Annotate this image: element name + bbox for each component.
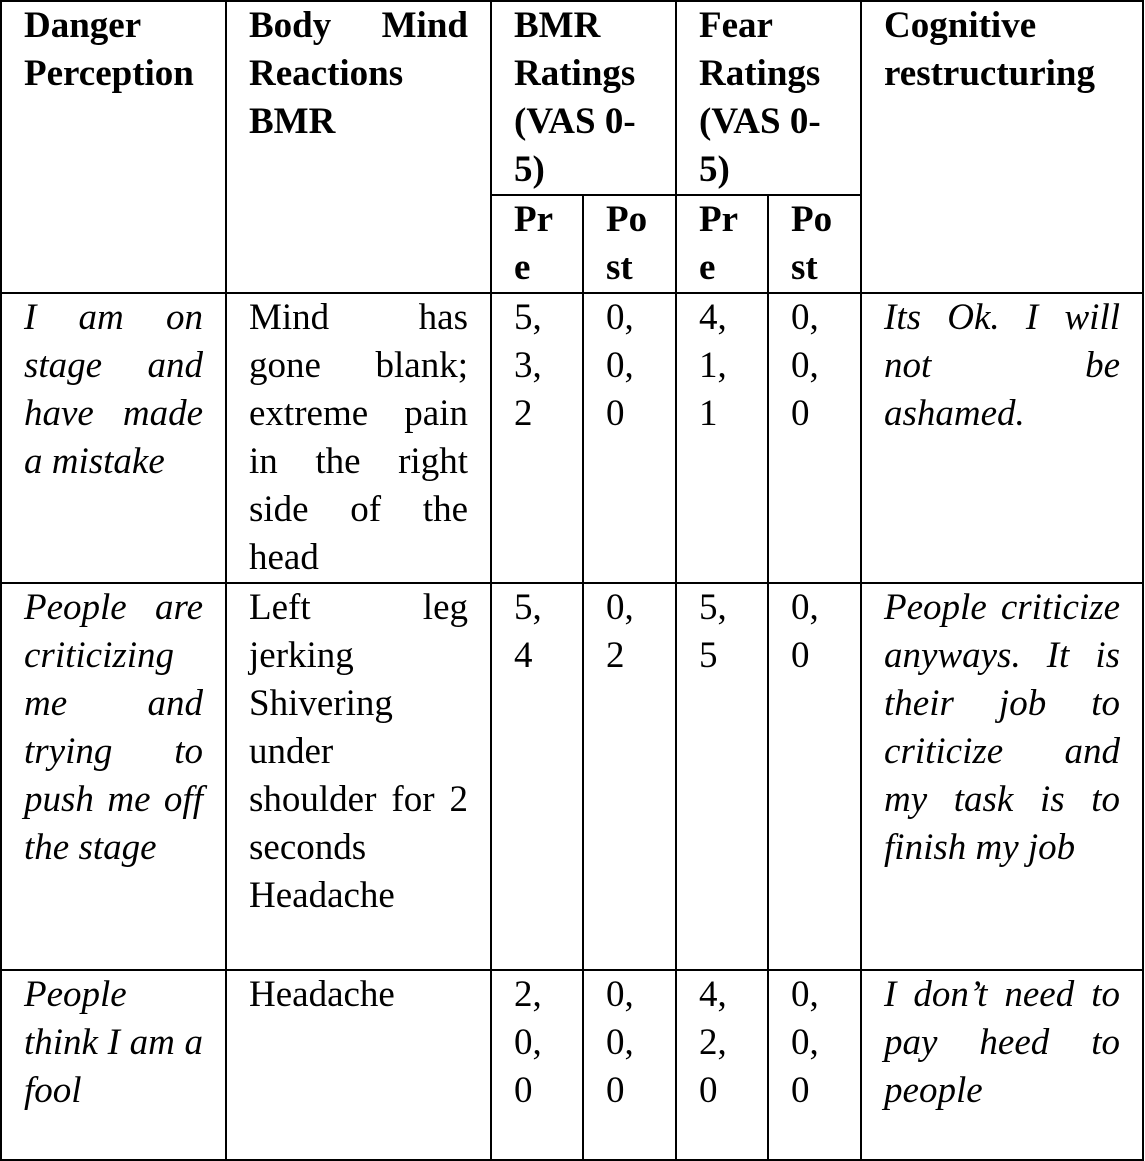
cell-bmr: Mind has gone blank; extreme pain in the right side of the head xyxy=(226,293,491,583)
cell-fear-pre: 5, 5 xyxy=(676,583,768,970)
cell-bmr: Left leg jerking Shivering under shoulder for 2 seconds Headache xyxy=(226,583,491,970)
cell-cognitive-restructuring: People criticize anyways. It is their job to criticize and my task is to finish my job xyxy=(861,583,1143,970)
cell-bmr-post: 0, 2 xyxy=(583,583,676,970)
cell-cognitive-restructuring: I don’t need to pay heed to people xyxy=(861,970,1143,1160)
table-row xyxy=(1,970,1143,1160)
header-body-mind-reactions: Body Mind Reactions BMR xyxy=(226,1,491,293)
table-row xyxy=(1,583,1143,970)
cell-danger-perception: People think I am a fool xyxy=(1,970,226,1160)
cell-bmr-post: 0, 0, 0 xyxy=(583,293,676,583)
table-row xyxy=(1,293,1143,583)
cell-bmr-post: 0, 0, 0 xyxy=(583,970,676,1160)
cell-fear-post: 0, 0 xyxy=(768,583,861,970)
table-header xyxy=(1,1,1143,293)
cell-bmr-pre: 5, 3, 2 xyxy=(491,293,583,583)
header-danger-perception: Danger Perception xyxy=(1,1,226,293)
header-cognitive-restructuring: Cognitive restructuring xyxy=(861,1,1143,293)
cell-fear-pre: 4, 1, 1 xyxy=(676,293,768,583)
cell-fear-post: 0, 0, 0 xyxy=(768,970,861,1160)
header-fear-ratings: Fear Ratings (VAS 0-5) xyxy=(676,1,861,195)
cell-fear-post: 0, 0, 0 xyxy=(768,293,861,583)
header-fear-post: Post xyxy=(768,195,861,293)
cell-bmr: Headache xyxy=(226,970,491,1160)
cell-bmr-pre: 2, 0, 0 xyxy=(491,970,583,1160)
cell-danger-perception: People are criticizing me and trying to push me off the stage xyxy=(1,583,226,970)
cell-danger-perception: I am on stage and have made a mistake xyxy=(1,293,226,583)
header-fear-pre: Pre xyxy=(676,195,768,293)
header-row-main xyxy=(1,1,1143,195)
cell-cognitive-restructuring: Its Ok. I will not be ashamed. xyxy=(861,293,1143,583)
header-bmr-post: Post xyxy=(583,195,676,293)
header-bmr-pre: Pre xyxy=(491,195,583,293)
header-bmr-ratings: BMR Ratings (VAS 0-5) xyxy=(491,1,676,195)
cell-fear-pre: 4, 2, 0 xyxy=(676,970,768,1160)
table-body xyxy=(1,293,1143,1160)
cell-bmr-pre: 5, 4 xyxy=(491,583,583,970)
